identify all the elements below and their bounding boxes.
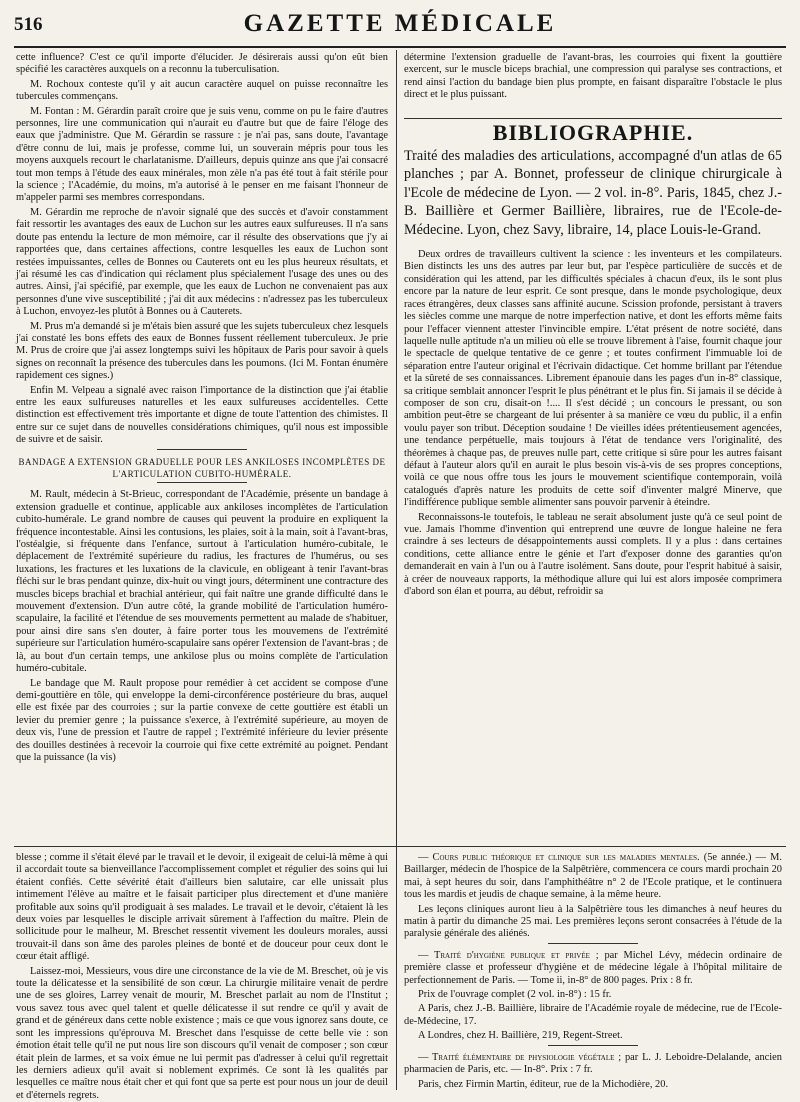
section-title: BANDAGE A EXTENSION GRADUELLE POUR LES ANKILOSES INCOMPLÈTES DE L'ARTICULATION CUBITO-HUMÉRALE. (18, 456, 386, 479)
column-divider (396, 50, 397, 1090)
notice-body: par L. J. Leboidre-Delalande, ancien pharmacien de Paris, etc. — In-8°. Prix : 7 fr. (404, 1051, 782, 1076)
page-number: 516 (14, 14, 43, 35)
notice-heading: — Traité élémentaire de physiologie végétale ; (418, 1051, 622, 1063)
notice-body: (5e année.) — M. Baillarger, médecin de l'hospice de la Salpêtrière, commencera ce cours mardi prochain 20 mai, à sept heures du soir, dans l'amphithéâtre n° 2 de l'Ecole pratique, et le continuera tous les mardis et jeudis de chaque semaine, à la même heure. (404, 852, 782, 901)
notice (404, 852, 782, 902)
notice-body: Prix de l'ouvrage complet (2 vol. in-8°) : 15 fr. (418, 989, 612, 1001)
column-right-top (404, 52, 782, 840)
paragraph: Laissez-moi, Messieurs, vous dire une circonstance de la vie de M. Breschet, où je vis toute la délicatesse et la sensibilité de son cœur. La chirurgie militaire venait de perdre une de ses gloires, Larrey venait de mourir, M. Breschet parlait au nom de l'Institut ; vous savez tous avec quel talent et quelle délicatesse il sut rendre ce qu'il y avait de grand et de généreux dans cette noble existence ; mais ce que vous ignorez sans doute, ce sont les impressions qu'éprouva M. Breschet dans l'esquisse de cette belle vie : son émotion était telle qu'il ne put nous lire son discours qu'il venait de composer ; son cœur était plein de larmes, et sa voix émue ne lui permit pas d'adresser à celui qu'il regrettait les derniers adieux qu'il avait si noblement exprimés. Ce sont là les qualités par lesquelles ce maître nous était cher et qui font que sa perte est pour nous un jour de deuil et d'éternels regrets. (16, 965, 388, 1101)
notice-heading: — Traité d'hygiène publique et privée ; (418, 949, 599, 961)
section-divider (157, 482, 247, 483)
paragraph: M. Gérardin me reproche de n'avoir signalé que des succès et d'avoir constamment fait ressortir les avantages des eaux de Luchon sur les autres eaux sulfureuses. Il n'a sans doute pas entendu la lecture de mon mémoire, car il résulte des observations que j'y ai rapportées que, dans certaines affections, contre lesquelles les eaux de Luchon sont restées impuissantes, celles de Bonnes ou Cauterets ont eu les plus heureux résultats, et j'ai résumé les cas d'indication qui réclament plus spécialement l'usage des unes ou des autres. Ainsi, j'ai spécifié, par exemple, que les eaux de Luchon ne convenaient pas aux personnes d'une vive susceptibilité ; j'ai dit aux médecins : n'adressez pas les tuberculeux à Luchon, envoyez-les plutôt à Bonnes ou à Cauterets. (16, 206, 388, 318)
paragraph: Reconnaissons-le toutefois, le tableau ne serait absolument juste qu'à ce seul point de vue. Jamais l'homme d'invention qui entreprend une œuvre de longue haleine ne fera craindre à ses lecteurs de désappointements aussi complets. Il y a plus : dans certaines conditions, cette alliance entre le génie et l'art d'exposer donne des garanties qu'on demanderait en vain à l'un ou à l'autre isolément. Sans doute, pour l'esprit habitué à saisir, à créer de nouveaux rapports, la méthodique allure qui lui est alors imposée comprimera d'abord son élan et pourra, au début, refroidir sa (404, 511, 782, 598)
notice-heading: — Cours public théorique et clinique sur les maladies mentales. (418, 852, 700, 863)
section-divider (548, 943, 638, 944)
notice-body: A Paris, chez J.-B. Baillière, libraire de l'Académie royale de médecine, rue de l'Ecole-de-Médecine, 17. (404, 1003, 782, 1027)
paragraph: M. Fontan : M. Gérardin paraît croire que je suis venu, comme on pu le faire d'autres personnes, lire une communication qui n'aurait eu d'autre but que de faire l'éloge des eaux que j'administre. Que M. Gérardin se rassure : je n'ai pas, sans doute, l'avantage d'être connu de lui, mais je professe, comme lui, un souverain mépris pour tous les moyens auxquels recourt le charlatanisme. D'ailleurs, depuis quinze ans que j'ai consacré tout mon temps à l'étude des eaux minérales, mon zèle n'a pas été tout à fait stérile pour la science ; l'Académie, du moins, m'a autorisé à le penser en me faisant l'honneur de m'appeler parmi ses membres correspondans. (16, 105, 388, 204)
paragraph: Deux ordres de travailleurs cultivent la science : les inventeurs et les compilateurs. Bien distincts les uns des autres par leur but, par l'espèce particulière de succès et de considération qui les attend, par les difficultés spéciales à chacun d'eux, ils le sont plus encore par la nature de leur esprit. Ce sont presque, dans le monde psychologique, deux races étrangères, deux classes sans affinité aucune. Scission profonde, persistant à travers les siècles comme une marque de notre imperfection native, et dont les efforts même faits pour l'effacer viennent attester l'invincible empire. L'état présent de notre société, dans laquelle nulle aptitude n'a un milieu où elle se trouve librement à l'aise, fournit chaque jour le spectacle de quelque tentative de ce genre ; et toutes confirment l'immuable loi de séparation entre l'auteur original et l'écrivain didactique. Cet homme brillant par l'étendue et la sûreté de ses connaissances. Librement épanouie dans les pages d'un in-8° classique, sa critique semblait annoncer l'esprit le plus pénétrant et le plus fin. Si jamais il se décide à composer de son cru, disait-on !.... Il s'est décidé ; un concours le pressant, ou son ambition peut-être se chargeant de lui présenter à sa manière ce vœu du public, il a enfin voulu payer son tribut. Déception soudaine ! De vieilles idées prétentieusement agencées, une tendance perpétuelle, mais toujours à l'état de tendance vers l'originalité, des théorèmes à chaque pas, de preuves nulle part, cette critique si sûre pour les autres faisant défaut à l'auteur alors qu'il en aurait le plus besoin vis-à-vis de ses propres conceptions, voilà ce que nous offre tous les jours le mouvement scientifique contemporain, voilà catalogués d'après nature les produits de cette soif d'inventer malgré Minerve, que l'indifférence publique semble alimenter sans pouvoir parvenir à éteindre. (404, 249, 782, 509)
bibliography-heading: BIBLIOGRAPHIE. (492, 119, 694, 145)
column-left-top (16, 52, 388, 840)
paragraph: M. Prus m'a demandé si je m'étais bien assuré que les sujets tuberculeux chez lesquels j'ai constaté les bons effets des eaux de Bonnes fussent réellement tuberculeux. Je prie M. Prus de croire que j'ai assez longtemps suivi les hôpitaux de Paris pour savoir à quels signes on reconnaît la présence des tubercules dans les poumons. (Ici M. Fontan énumère rapidement ces signes.) (16, 320, 388, 382)
column-left-bottom (16, 852, 388, 1101)
paragraph: cette influence? C'est ce qu'il importe d'élucider. Je désirerais aussi qu'on eût bien spécifié les caractères auxquels on a reconnu la tuberculisation. (16, 52, 388, 76)
paragraph: M. Rault, médecin à St-Brieuc, correspondant de l'Académie, présente un bandage à extension graduelle et continue, applicable aux ankiloses incomplètes de l'articulation cubito-humérale. Le grand nombre de causes qui peuvent la produire en expliquent la fréquence incontestable. Ainsi les contusions, les plaies, soit à la main, soit à l'avant-bras, l'ostéalgie, si fréquente dans l'enfance, surtout à l'articulation huméro-cubitale, le déplacement de l'extrémité supérieure du radius, les fractures de l'humérus, ou ses luxations, les fractures et les luxations de la clavicule, en obligeant à tenir l'avant-bras fléchi sur le bras pendant quinze, dix-huit ou vingt jours, déterminent une contracture des muscles biceps brachial et brachial antérieur, qui fait naître une grande difficulté dans le mouvement d'extension. D'un autre côté, la grande mobilité de l'articulation huméro-scapulaire, la facilité et l'étendue de ses mouvements permettent au malade de s'habituer, pour ainsi dire sans s'en douter, à faire porter tous les mouvemens de l'extrémité supérieure sur l'articulation huméro-scapulaire sans opérer l'extension de l'avant-bras ; de là, au bout d'un certain temps, une ankilose plus ou moins complète de l'articulation huméro-cubitale. (16, 489, 388, 675)
page-header (14, 10, 786, 44)
notice-body: A Londres, chez H. Baillière, 219, Regent-Street. (418, 1030, 623, 1042)
paragraph: Le bandage que M. Rault propose pour remédier à cet accident se compose d'une demi-gouttière en tôle, qui enveloppe la demi-circonférence postérieure du bras, auquel elle est fixée par des courroies ; sur la partie convexe de cette gouttière est établi un levier du premier genre ; la puissance s'exerce, à l'extrémité supérieure, au moyen de deux vis, l'une de pression et l'autre de rappel ; l'extrémité inférieure du levier présente des douilles destinées à recevoir la courroie qui fixe cette extrémité au poignet. Pendant que la puissance (la vis) (16, 677, 388, 763)
paragraph: détermine l'extension graduelle de l'avant-bras, les courroies qui fixent la gouttière exercent, sur le muscle biceps brachial, une compression qui paralyse ses contractions, et rend ainsi l'action du bandage bien plus prompte, en faisant disparaître l'obstacle le plus direct et le plus puissant. (404, 52, 782, 101)
section-divider (404, 118, 782, 119)
notice-body: Paris, chez Firmin Martin, éditeur, rue de la Michodière, 20. (418, 1078, 669, 1090)
section-divider (157, 449, 247, 450)
fold-rule (14, 846, 786, 847)
bibliography-entry: Traité des maladies des articulations, accompagné d'un atlas de 65 planches ; par A. Bonnet, professeur de clinique chirurgicale à l'Ecole de médecine de Lyon. — 2 vol. in-8°. Paris, 1845, chez J.-B. Baillière et Germer Baillière, libraires, rue de l'Ecole-de-Médecine. Lyon, chez Savy, libraire, 14, place Louis-le-Grand. (404, 148, 782, 238)
section-divider (548, 1045, 638, 1046)
notice (404, 1052, 782, 1077)
header-rule (14, 46, 786, 48)
notice-body: par Michel Lévy, médecin ordinaire de première classe et professeur d'hygiène et de médecine légale à l'hôpital militaire de perfectionnement de Paris. — Tome ii, in-8° de 800 pages. Prix : 8 fr. (404, 949, 782, 986)
paragraph: Enfin M. Velpeau a signalé avec raison l'importance de la distinction que j'ai établie entre les eaux sulfureuses naturelles et les eaux sulfureuses accidentelles. Cette distinction est effectivement très importante et digne de toute l'attention des chimistes. Il entre sur ce sujet dans de nouvelles considérations chimiques, qu'il nous est impossible de suivre et de saisir. (16, 384, 388, 446)
paragraph: M. Rochoux conteste qu'il y ait aucun caractère auquel on puisse reconnaître les tubercules commençans. (16, 78, 388, 103)
notice (404, 950, 782, 987)
masthead-title: GAZETTE MÉDICALE (243, 10, 557, 37)
paragraph: blesse ; comme il s'était élevé par le travail et le devoir, il exigeait de celui-là même à qui il accordait toute sa bienveillance l'accomplissement complet et régulier des soins qui lui étaient confiés. Cette sévérité était d'ailleurs bien salutaire, car elle unissait plus intimement l'élève au maître et le faisait participer plus directement et d'une manière profitable aux soins qu'il prodiguait à ses malades. Le travail et le devoir, c'étaient là les deux voies par lesquelles le disciple arrivait sûrement à l'affection du maître. Plein de sollicitude pour le malheur, M. Breschet ressentit vivement les douleurs morales, aussi trouvait-il dans son âme des paroles pleines de bonté et de douceur pour ceux dont le cœur était affligé. (16, 852, 388, 963)
column-right-bottom (404, 852, 782, 1092)
bibliography-section (404, 118, 782, 145)
notice-body: Les leçons cliniques auront lieu à la Salpêtrière tous les dimanches à neuf heures du matin à partir du dimanche 25 mai. Les premières leçons seront consacrées à l'étude de la paralysie générale des aliénés. (404, 903, 782, 940)
